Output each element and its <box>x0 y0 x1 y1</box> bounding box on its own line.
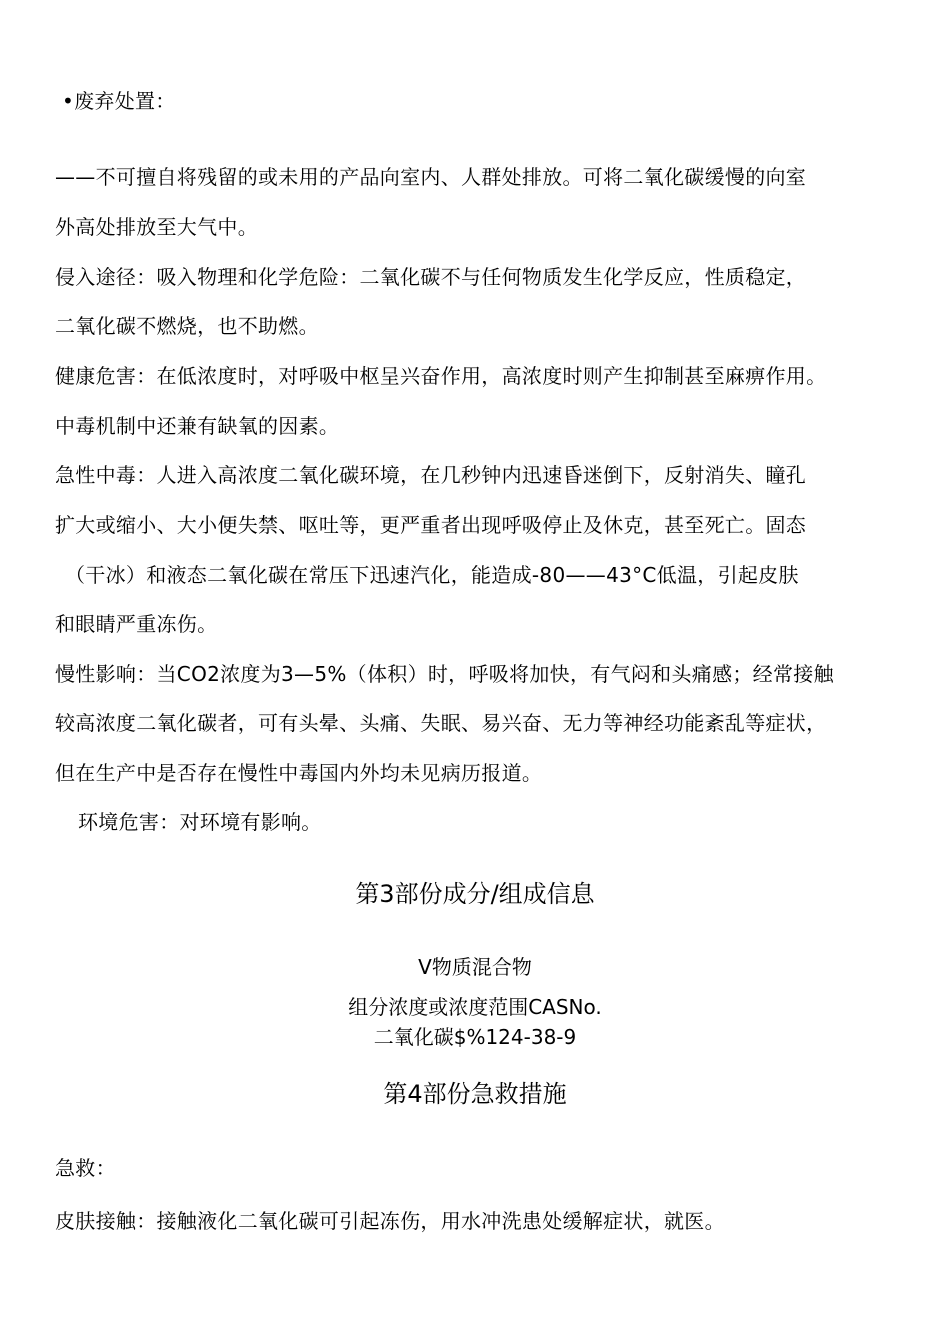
section-3-title: 第3部份成分/组成信息 <box>355 880 595 908</box>
skin-contact: 皮肤接触：接触液化二氧化碳可引起冻伤，用水冲洗患处缓解症状，就医。 <box>55 1209 725 1233</box>
disposal-title: •废弃处置： <box>62 89 176 113</box>
acute-line-1: 急性中毒：人进入高浓度二氧化碳环境，在几秒钟内迅速昏迷倒下，反射消失、瞳孔 <box>55 463 807 487</box>
health-line-2: 中毒机制中还兼有缺氧的因素。 <box>55 414 340 438</box>
mixture-label: V物质混合物 <box>418 955 532 979</box>
section-4-title: 第4部份急救措施 <box>383 1080 567 1108</box>
disposal-line-1: ——不可擅自将残留的或未用的产品向室内、人群处排放。可将二氧化碳缓慢的向室 <box>55 165 807 189</box>
disposal-line-2: 外高处排放至大气中。 <box>55 215 258 239</box>
chronic-line-1: 慢性影响：当CO2浓度为3—5%（体积）时，呼吸将加快，有气闷和头痛感；经常接触 <box>55 662 834 686</box>
environment-hazard: 环境危害：对环境有影响。 <box>78 810 322 834</box>
acute-line-2: 扩大或缩小、大小便失禁、呕吐等，更严重者出现呼吸停止及休克，甚至死亡。固态 <box>55 513 807 537</box>
route-line-1: 侵入途径：吸入物理和化学危险：二氧化碳不与任何物质发生化学反应，性质稳定， <box>55 265 807 289</box>
route-line-2: 二氧化碳不燃烧，也不助燃。 <box>55 314 319 338</box>
chronic-line-3: 但在生产中是否存在慢性中毒国内外均未见病历报道。 <box>55 761 543 785</box>
acute-line-3: （干冰）和液态二氧化碳在常压下迅速汽化，能造成-80——43°C低温，引起皮肤 <box>65 563 799 587</box>
composition-row: 二氧化碳$%124-38-9 <box>373 1025 577 1049</box>
health-line-1: 健康危害：在低浓度时，对呼吸中枢呈兴奋作用，高浓度时则产生抑制甚至麻痹作用。 <box>55 364 827 388</box>
chronic-line-2: 较高浓度二氧化碳者，可有头晕、头痛、失眠、易兴奋、无力等神经功能紊乱等症状， <box>55 711 827 735</box>
first-aid-label: 急救： <box>55 1156 116 1180</box>
composition-header: 组分浓度或浓度范围CASNo. <box>348 995 602 1019</box>
acute-line-4: 和眼睛严重冻伤。 <box>55 612 218 636</box>
